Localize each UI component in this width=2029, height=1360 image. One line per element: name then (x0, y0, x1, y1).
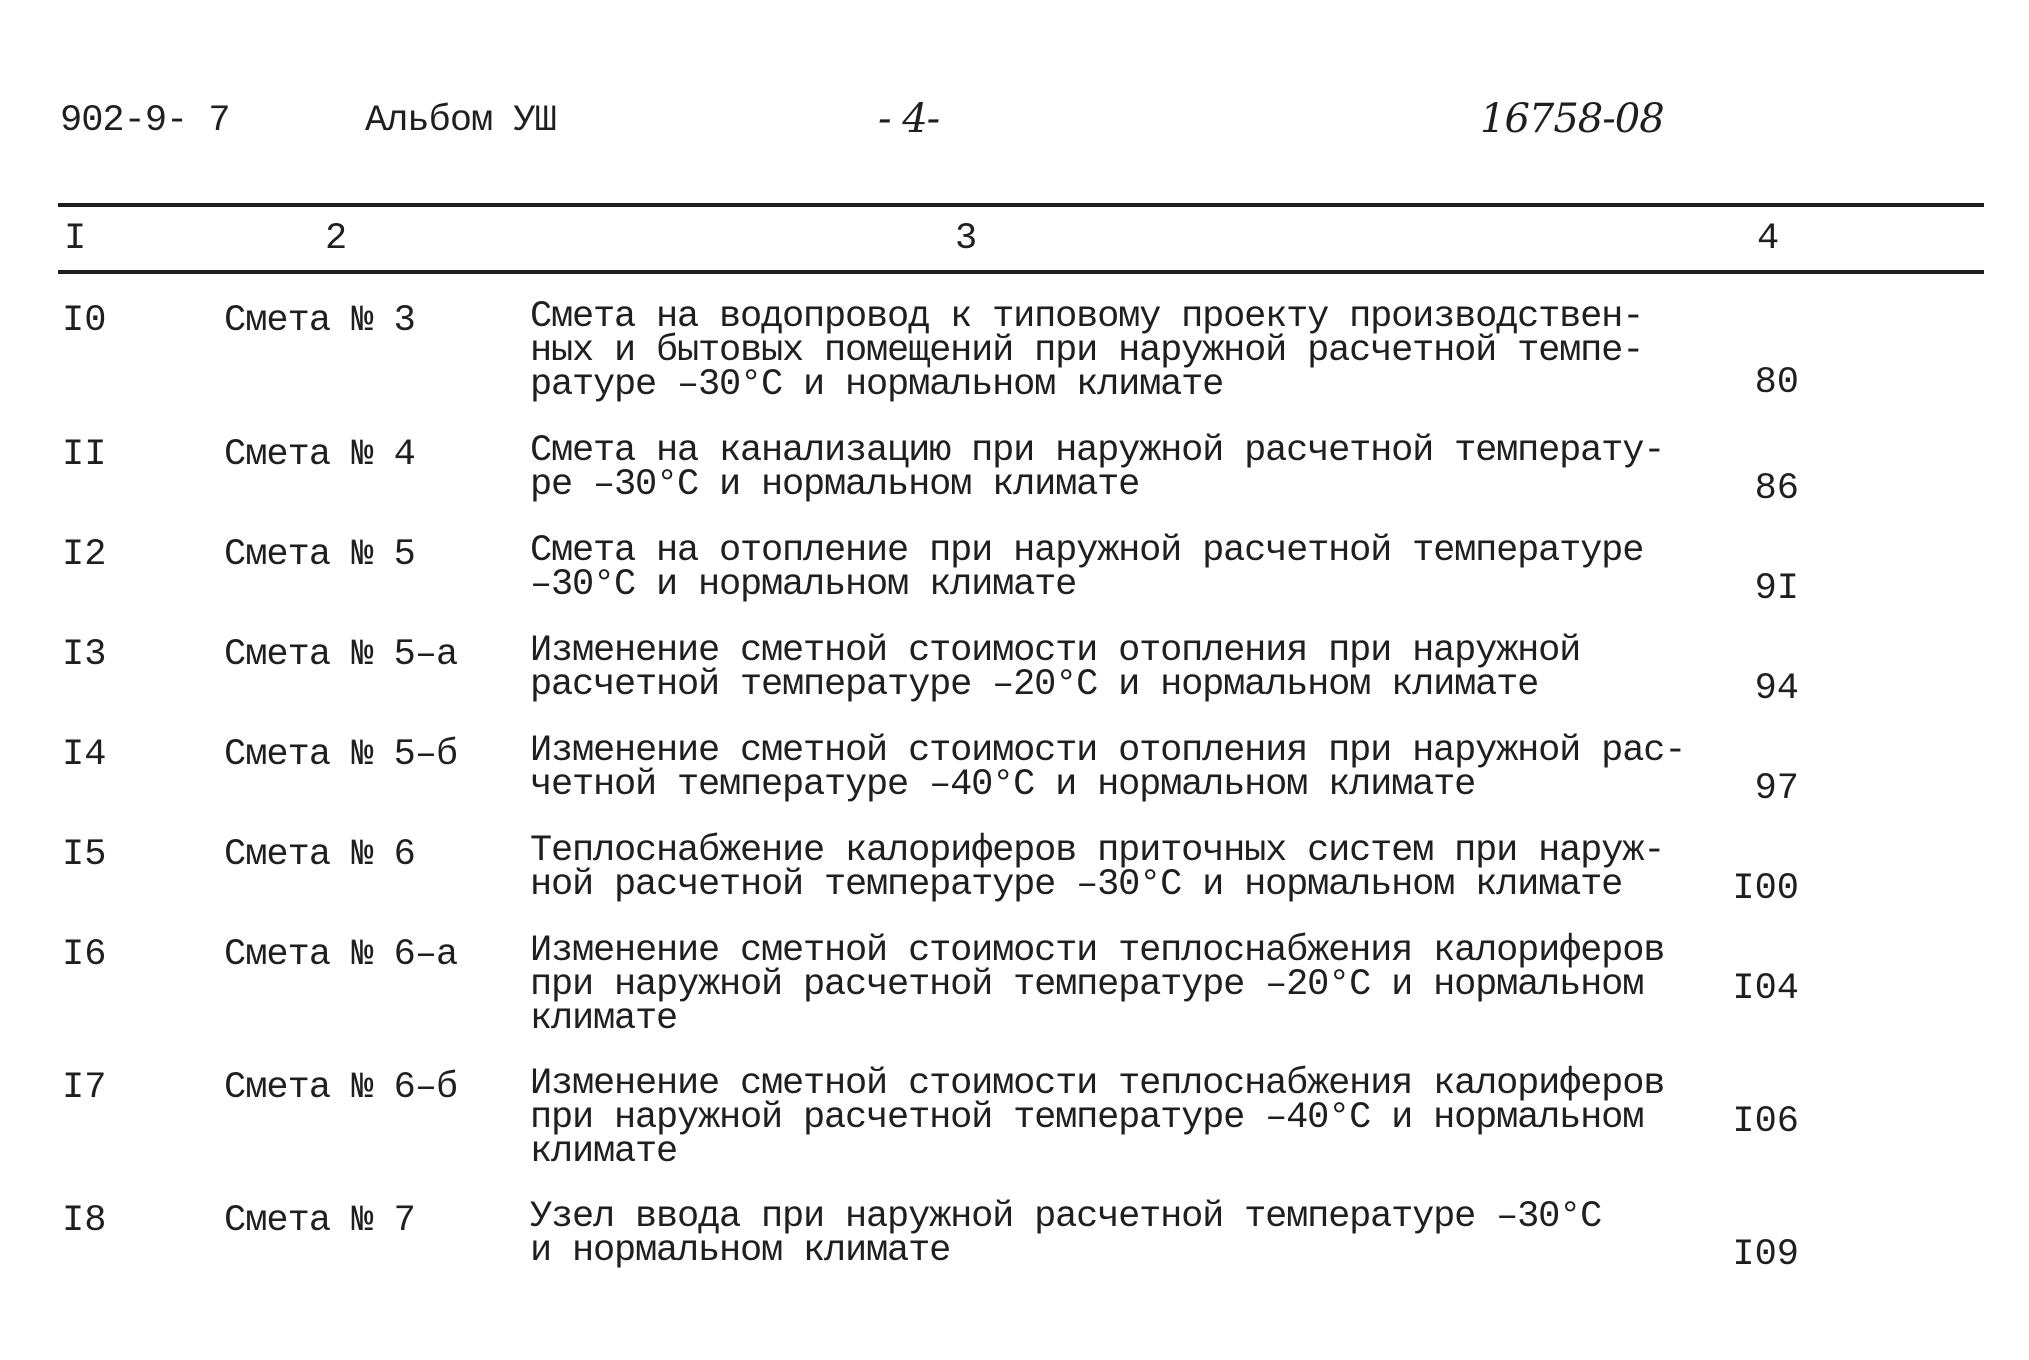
estimate-code: Смета № 6–а (224, 934, 458, 976)
estimate-code: Смета № 3 (224, 300, 415, 342)
page-number: - 4- (878, 96, 940, 142)
page-reference: 9I (1754, 568, 1799, 610)
row-number: I7 (62, 1067, 107, 1109)
page-reference: 86 (1754, 468, 1799, 510)
row-number: I3 (62, 634, 107, 676)
estimate-description: Теплоснабжение калориферов приточных систем при наруж- ной расчетной температуре –30°С и нормальном климате (530, 830, 1665, 906)
row-number: I5 (62, 834, 107, 876)
column-header-1: I (64, 218, 87, 260)
estimate-code: Смета № 6 (224, 834, 415, 876)
page-reference: 80 (1754, 362, 1799, 404)
column-header-4: 4 (1757, 218, 1780, 260)
page-reference: 97 (1754, 768, 1799, 810)
estimate-description: Смета на канализацию при наружной расчетной температу- ре –30°С и нормальном климате (530, 430, 1665, 506)
table-header-rule (58, 270, 1984, 274)
row-number: I4 (62, 734, 107, 776)
row-number: II (62, 434, 107, 476)
row-number: I6 (62, 934, 107, 976)
row-number: I0 (62, 300, 107, 342)
column-header-3: 3 (955, 218, 978, 260)
table-top-rule (58, 203, 1984, 207)
estimate-description: Изменение сметной стоимости теплоснабжения калориферов при наружной расчетной температуре –40°С и нормальном климате (530, 1063, 1665, 1173)
doc-code: 902-9- 7 (60, 100, 230, 142)
page-reference: I04 (1732, 968, 1799, 1010)
page-reference: I00 (1732, 868, 1799, 910)
estimate-code: Смета № 5 (224, 534, 415, 576)
estimate-description: Узел ввода при наружной расчетной температуре –30°С и нормальном климате (530, 1196, 1602, 1272)
estimate-code: Смета № 5–б (224, 734, 458, 776)
estimate-description: Изменение сметной стоимости теплоснабжения калориферов при наружной расчетной температуре –20°С и нормальном климате (530, 930, 1665, 1040)
column-header-2: 2 (325, 218, 348, 260)
row-number: I8 (62, 1200, 107, 1242)
album-label: Альбом УШ (365, 100, 556, 142)
estimate-description: Изменение сметной стоимости отопления при наружной рас- четной температуре –40°С и нормальном климате (530, 730, 1686, 806)
estimate-description: Смета на водопровод к типовому проекту производствен- ных и бытовых помещений при наружной расчетной темпе- ратуре –30°С и нормальном климате (530, 296, 1644, 406)
page-reference: 94 (1754, 668, 1799, 710)
page-reference: I09 (1732, 1234, 1799, 1276)
estimate-description: Изменение сметной стоимости отопления при наружной расчетной температуре –20°С и нормальном климате (530, 630, 1581, 706)
estimate-code: Смета № 4 (224, 434, 415, 476)
estimate-code: Смета № 7 (224, 1200, 415, 1242)
page-reference: I06 (1732, 1101, 1799, 1143)
estimate-description: Смета на отопление при наружной расчетной температуре –30°С и нормальном климате (530, 530, 1644, 606)
estimate-code: Смета № 5–а (224, 634, 458, 676)
estimate-code: Смета № 6–б (224, 1067, 458, 1109)
archive-number: 16758-08 (1480, 96, 1664, 142)
row-number: I2 (62, 534, 107, 576)
